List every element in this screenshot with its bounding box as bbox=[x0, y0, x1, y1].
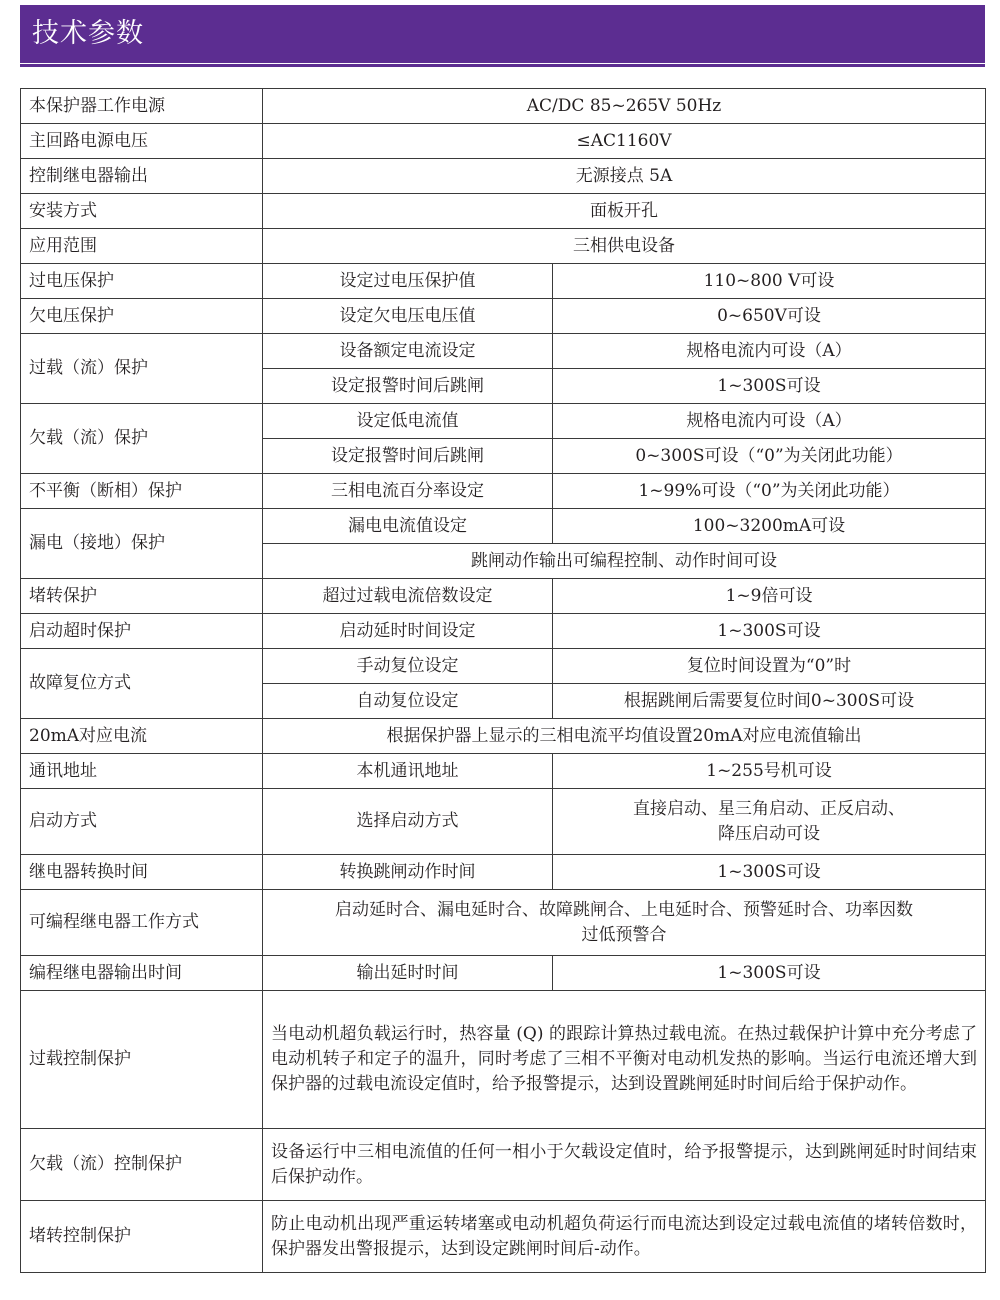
table-row bbox=[21, 789, 986, 855]
table-row bbox=[21, 474, 986, 509]
param-value: 1~300S可设 bbox=[553, 855, 986, 890]
table-row bbox=[21, 754, 986, 789]
param-value: ≤AC1160V bbox=[263, 124, 986, 159]
param-setting: 启动延时时间设定 bbox=[263, 614, 553, 649]
param-value: 根据保护器上显示的三相电流平均值设置20mA对应电流值输出 bbox=[263, 719, 986, 754]
param-value-line: 直接启动、星三角启动、正反启动、 bbox=[633, 798, 905, 819]
param-value bbox=[553, 789, 986, 855]
param-setting: 漏电电流值设定 bbox=[263, 509, 553, 544]
param-label: 堵转控制保护 bbox=[21, 1201, 263, 1273]
table-row bbox=[21, 299, 986, 334]
param-setting: 手动复位设定 bbox=[263, 649, 553, 684]
param-value: 1~255号机可设 bbox=[553, 754, 986, 789]
param-label: 欠载（流）控制保护 bbox=[21, 1129, 263, 1201]
param-setting: 转换跳闸动作时间 bbox=[263, 855, 553, 890]
param-setting: 输出延时时间 bbox=[263, 956, 553, 991]
param-label: 应用范围 bbox=[21, 229, 263, 264]
param-label: 故障复位方式 bbox=[21, 649, 263, 719]
param-value-line: 降压启动可设 bbox=[718, 823, 820, 844]
param-label: 不平衡（断相）保护 bbox=[21, 474, 263, 509]
table-row bbox=[21, 956, 986, 991]
table-row bbox=[21, 264, 986, 299]
param-value: 1~99%可设（“0”为关闭此功能） bbox=[553, 474, 986, 509]
param-label: 启动方式 bbox=[21, 789, 263, 855]
spec-table bbox=[20, 88, 986, 1273]
section-header bbox=[20, 5, 985, 63]
param-value: 0~650V可设 bbox=[553, 299, 986, 334]
param-label: 继电器转换时间 bbox=[21, 855, 263, 890]
table-row bbox=[21, 579, 986, 614]
param-setting: 三相电流百分率设定 bbox=[263, 474, 553, 509]
table-row bbox=[21, 855, 986, 890]
param-label: 主回路电源电压 bbox=[21, 124, 263, 159]
param-setting: 设定报警时间后跳闸 bbox=[263, 369, 553, 404]
param-value: 根据跳闸后需要复位时间0~300S可设 bbox=[553, 684, 986, 719]
param-description: 防止电动机出现严重运转堵塞或电动机超负荷运行而电流达到设定过载电流值的堵转倍数时，保护器发出警报提示，达到设定跳闸时间后-动作。 bbox=[263, 1201, 986, 1273]
table-row bbox=[21, 334, 986, 369]
table-row bbox=[21, 124, 986, 159]
param-label: 可编程继电器工作方式 bbox=[21, 890, 263, 956]
section-title: 技术参数 bbox=[32, 18, 144, 49]
table-row bbox=[21, 1129, 986, 1201]
param-label: 欠电压保护 bbox=[21, 299, 263, 334]
param-description: 当电动机超负载运行时，热容量 (Q) 的跟踪计算热过载电流。在热过载保护计算中充分考虑了电动机转子和定子的温升，同时考虑了三相不平衡对电动机发热的影响。当运行电流还增大到保护器的过载电流设定值时，给予报警提示，达到设置跳闸延时时间后给于保护动作。 bbox=[263, 991, 986, 1129]
param-label: 本保护器工作电源 bbox=[21, 89, 263, 124]
param-value bbox=[263, 890, 986, 956]
table-row bbox=[21, 509, 986, 544]
table-row bbox=[21, 229, 986, 264]
param-value: 规格电流内可设（A） bbox=[553, 334, 986, 369]
param-value: 1~300S可设 bbox=[553, 369, 986, 404]
param-value: 0~300S可设（“0”为关闭此功能） bbox=[553, 439, 986, 474]
param-value: 1~9倍可设 bbox=[553, 579, 986, 614]
param-setting: 超过过载电流倍数设定 bbox=[263, 579, 553, 614]
param-label: 欠载（流）保护 bbox=[21, 404, 263, 474]
table-row bbox=[21, 890, 986, 956]
param-setting: 设备额定电流设定 bbox=[263, 334, 553, 369]
param-value: 三相供电设备 bbox=[263, 229, 986, 264]
table-row bbox=[21, 991, 986, 1129]
param-value: 100~3200mA可设 bbox=[553, 509, 986, 544]
param-label: 过载（流）保护 bbox=[21, 334, 263, 404]
table-row bbox=[21, 719, 986, 754]
table-row bbox=[21, 159, 986, 194]
param-label: 过电压保护 bbox=[21, 264, 263, 299]
param-label: 20mA对应电流 bbox=[21, 719, 263, 754]
param-label: 通讯地址 bbox=[21, 754, 263, 789]
param-value-line: 过低预警合 bbox=[581, 924, 667, 945]
param-value: 规格电流内可设（A） bbox=[553, 404, 986, 439]
table-row bbox=[21, 194, 986, 229]
param-label: 漏电（接地）保护 bbox=[21, 509, 263, 579]
param-value: 面板开孔 bbox=[263, 194, 986, 229]
param-value: 复位时间设置为“0”时 bbox=[553, 649, 986, 684]
param-value: AC/DC 85~265V 50Hz bbox=[263, 89, 986, 124]
param-label: 安装方式 bbox=[21, 194, 263, 229]
param-value: 110~800 V可设 bbox=[553, 264, 986, 299]
param-setting: 本机通讯地址 bbox=[263, 754, 553, 789]
param-label: 编程继电器输出时间 bbox=[21, 956, 263, 991]
param-label: 堵转保护 bbox=[21, 579, 263, 614]
table-row bbox=[21, 1201, 986, 1273]
param-value-line: 启动延时合、漏电延时合、故障跳闸合、上电延时合、预警延时合、功率因数 bbox=[335, 899, 913, 920]
param-setting: 设定过电压保护值 bbox=[263, 264, 553, 299]
table-row bbox=[21, 649, 986, 684]
param-description: 设备运行中三相电流值的任何一相小于欠载设定值时，给予报警提示，达到跳闸延时时间结束后保护动作。 bbox=[263, 1129, 986, 1201]
table-row bbox=[21, 404, 986, 439]
header-divider bbox=[20, 64, 985, 67]
param-setting: 设定低电流值 bbox=[263, 404, 553, 439]
param-setting: 设定报警时间后跳闸 bbox=[263, 439, 553, 474]
param-setting: 选择启动方式 bbox=[263, 789, 553, 855]
param-label: 启动超时保护 bbox=[21, 614, 263, 649]
param-setting: 自动复位设定 bbox=[263, 684, 553, 719]
param-label: 控制继电器输出 bbox=[21, 159, 263, 194]
param-label: 过载控制保护 bbox=[21, 991, 263, 1129]
param-value: 1~300S可设 bbox=[553, 956, 986, 991]
table-row bbox=[21, 89, 986, 124]
param-setting: 设定欠电压电压值 bbox=[263, 299, 553, 334]
param-value: 1~300S可设 bbox=[553, 614, 986, 649]
param-value: 无源接点 5A bbox=[263, 159, 986, 194]
table-row bbox=[21, 614, 986, 649]
param-note: 跳闸动作输出可编程控制、动作时间可设 bbox=[263, 544, 986, 579]
